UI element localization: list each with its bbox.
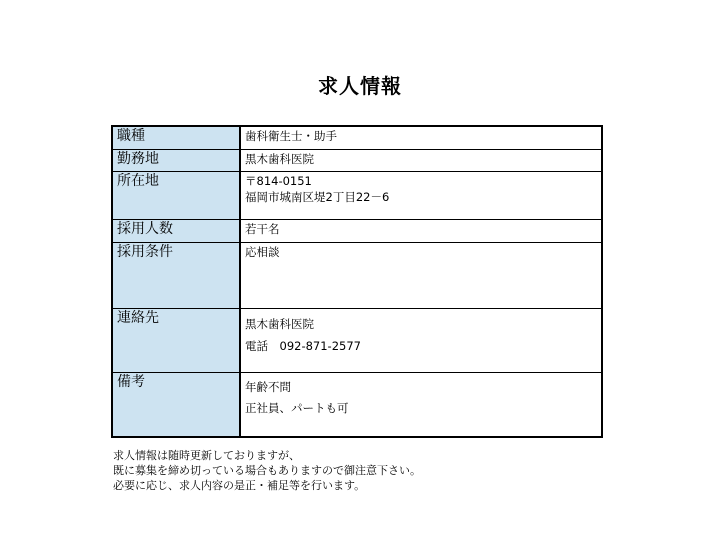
label-address: 所在地 bbox=[112, 171, 240, 219]
table-row bbox=[112, 242, 602, 308]
job-type-text: 歯科衛生士・助手 bbox=[245, 129, 337, 143]
value-workplace bbox=[240, 149, 602, 171]
value-job-type bbox=[240, 126, 602, 149]
value-remarks bbox=[240, 372, 602, 437]
hiring-count-text: 若干名 bbox=[245, 221, 280, 236]
note-line: 求人情報は随時更新しておりますが、 bbox=[113, 449, 300, 462]
job-info-table bbox=[111, 125, 603, 438]
table-row bbox=[112, 171, 602, 219]
workplace-text: 黒木歯科医院 bbox=[245, 151, 314, 166]
label-conditions: 採用条件 bbox=[112, 242, 240, 308]
value-conditions bbox=[240, 242, 602, 308]
page-title: 求人情報 bbox=[318, 74, 402, 98]
value-address bbox=[240, 171, 602, 219]
note-line: 既に募集を締め切っている場合もありますので御注意下さい。 bbox=[113, 464, 421, 477]
label-hiring-count: 採用人数 bbox=[112, 219, 240, 242]
label-workplace: 勤務地 bbox=[112, 149, 240, 171]
table-row bbox=[112, 219, 602, 242]
value-hiring-count bbox=[240, 219, 602, 242]
street-address: 福岡市城南区堤2丁目22－6 bbox=[245, 189, 390, 204]
label-contact: 連絡先 bbox=[112, 308, 240, 372]
contact-phone: 電話 092-871-2577 bbox=[245, 338, 361, 353]
value-contact bbox=[240, 308, 602, 372]
conditions-text: 応相談 bbox=[245, 244, 280, 259]
remark-employment: 正社員、パートも可 bbox=[245, 400, 349, 415]
label-remarks: 備考 bbox=[112, 372, 240, 437]
label-job-type: 職種 bbox=[112, 126, 240, 149]
footer-notes bbox=[113, 448, 421, 493]
postal-code: 〒814-0151 bbox=[245, 173, 312, 188]
remark-age: 年齢不問 bbox=[245, 379, 291, 394]
note-line: 必要に応じ、求人内容の是正・補足等を行います。 bbox=[113, 479, 366, 492]
table-row bbox=[112, 126, 602, 149]
table-row bbox=[112, 372, 602, 437]
table-row bbox=[112, 149, 602, 171]
contact-name: 黒木歯科医院 bbox=[245, 316, 314, 331]
table-row bbox=[112, 308, 602, 372]
